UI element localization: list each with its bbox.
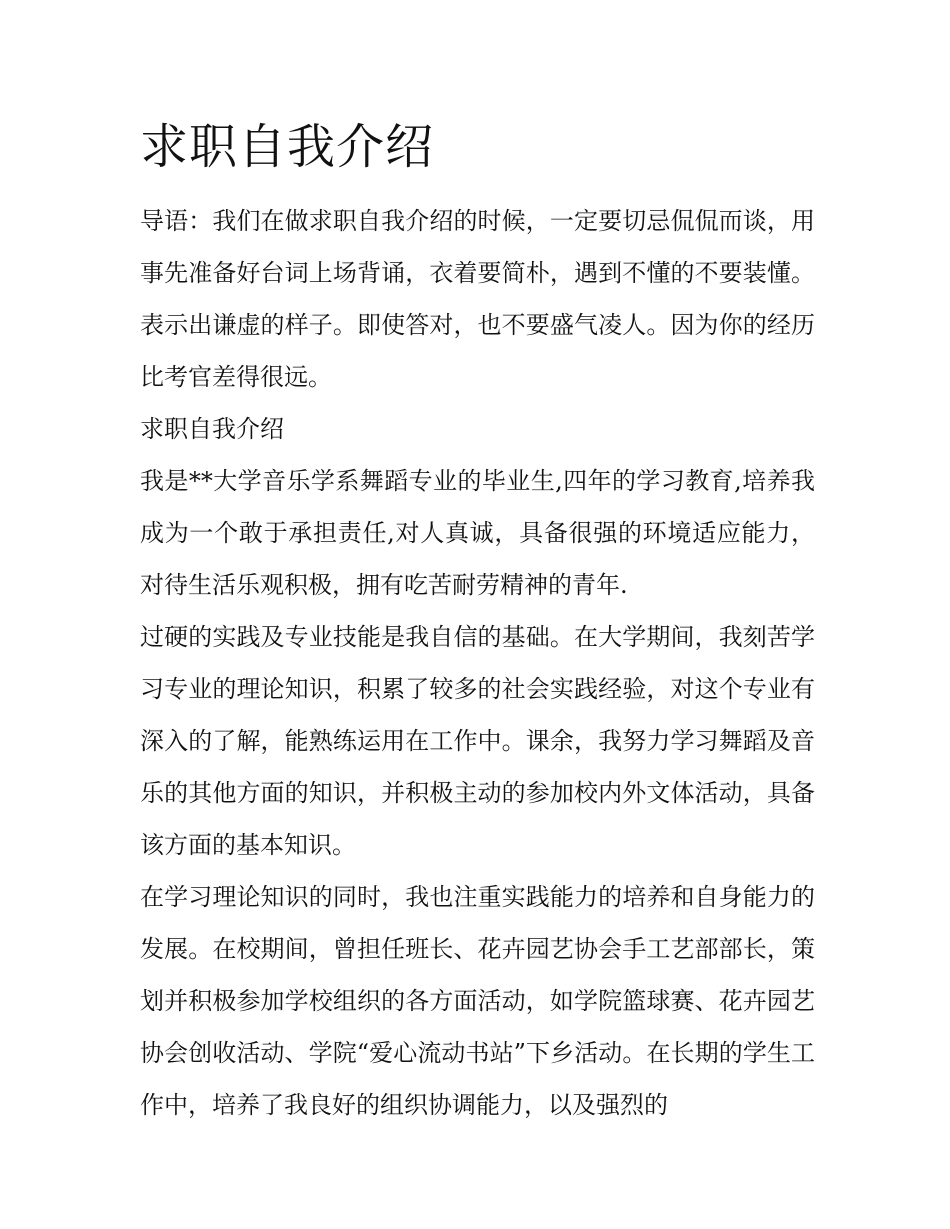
document-body [140,112,815,1131]
section-subheading: 求职自我介绍 [140,415,284,443]
intro-paragraph: 导语：我们在做求职自我介绍的时候，一定要切忌侃侃而谈，用事先准备好台词上场背诵，衣着要简朴，遇到不懂的不要装懂。表示出谦虚的样子。即使答对，也不要盛气凌人。因为你的经历比考官差得很远。 [140,207,815,391]
body-paragraph-1: 我是**大学音乐学系舞蹈专业的毕业生,四年的学习教育,培养我成为一个敢于承担责任,对人真诚，具备很强的环境适应能力，对待生活乐观积极，拥有吃苦耐劳精神的青年. [140,467,815,599]
body-paragraph-2: 过硬的实践及专业技能是我自信的基础。在大学期间，我刻苦学习专业的理论知识，积累了较多的社会实践经验，对这个专业有深入的了解，能熟练运用在工作中。课余，我努力学习舞蹈及音乐的其他方面的知识，并积极主动的参加校内外文体活动，具备该方面的基本知识。 [140,623,815,859]
document-title: 求职自我介绍 [140,119,435,175]
body-paragraph-3: 在学习理论知识的同时，我也注重实践能力的培养和自身能力的发展。在校期间，曾担任班长、花卉园艺协会手工艺部部长，策划并积极参加学校组织的各方面活动，如学院篮球赛、花卉园艺协会创收活动、学院“爱心流动书站”下乡活动。在长期的学生工作中，培养了我良好的组织协调能力，以及强烈的 [140,883,815,1119]
